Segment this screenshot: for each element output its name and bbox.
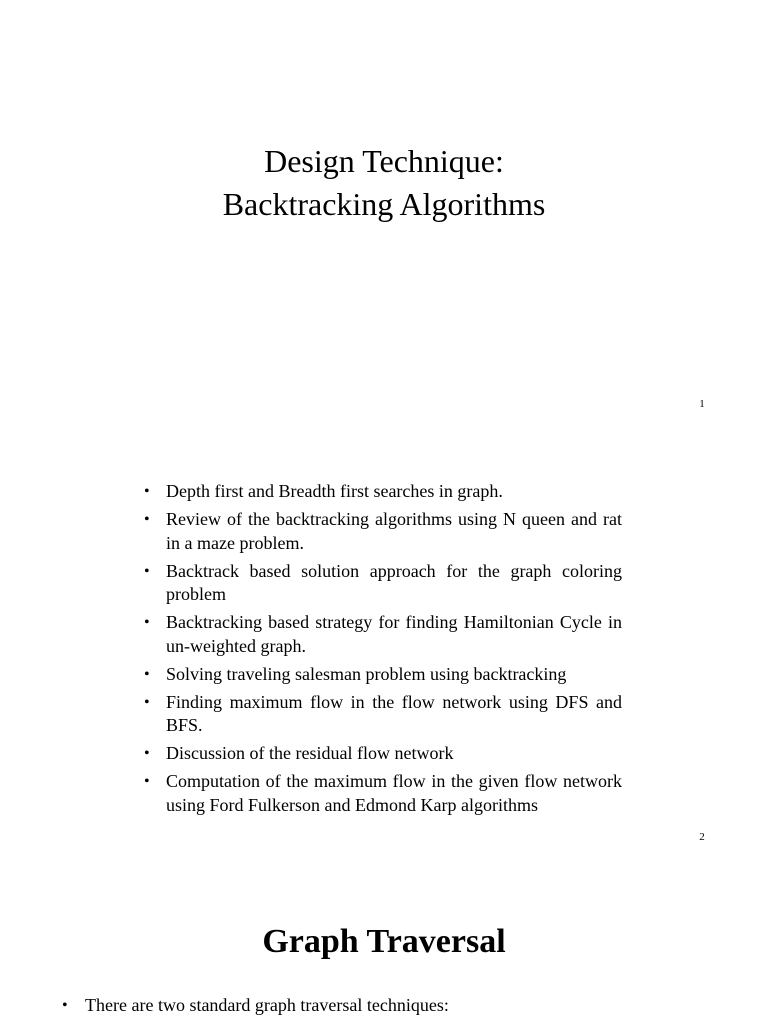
intro-item-text: There are two standard graph traversal techniques:: [85, 995, 449, 1015]
topic-item-text: Review of the backtracking algorithms using N queen and rat in a maze problem.: [166, 509, 622, 553]
topic-item: [140, 560, 622, 607]
bullet-icon: •: [144, 511, 150, 528]
topic-item: [140, 480, 622, 504]
page-number-2: 2: [699, 831, 705, 843]
slide-3-title: Graph Traversal: [262, 923, 506, 960]
bullet-icon: •: [144, 693, 150, 711]
topic-item: [140, 663, 622, 687]
topic-item-text: Depth first and Breadth first searches in graph.: [166, 481, 503, 501]
topic-item: [140, 508, 622, 555]
topic-item: [140, 691, 622, 738]
topic-item-text: Computation of the maximum flow in the given flow network using Ford Fulkerson and Edmond Karp algorithms: [166, 771, 622, 815]
slide-1-title-line-2: Backtracking Algorithms: [222, 186, 546, 222]
bullet-icon: •: [144, 665, 150, 683]
bullet-icon: •: [144, 745, 150, 762]
topic-list: [140, 480, 622, 822]
intro-item: [58, 994, 718, 1017]
topic-item-text: Backtrack based solution approach for the graph coloring problem: [166, 560, 622, 604]
topic-item: [140, 770, 622, 817]
slide-1-title-line-1: Design Technique:: [264, 143, 504, 179]
topic-item: [140, 611, 622, 658]
topic-item-text: Backtracking based strategy for finding Hamiltonian Cycle in un-weighted graph.: [166, 612, 622, 656]
topic-item-text: Solving traveling salesman problem using backtracking: [166, 663, 567, 684]
bullet-icon: •: [144, 562, 150, 580]
topic-item: [140, 742, 622, 766]
bullet-icon: •: [144, 773, 150, 790]
topic-item-text: Finding maximum flow in the flow network using DFS and BFS.: [166, 691, 622, 735]
slide-1-title: [0, 140, 768, 226]
topic-item-text: Discussion of the residual flow network: [166, 743, 454, 763]
intro-list: [58, 994, 718, 1017]
bullet-icon: •: [62, 997, 68, 1014]
bullet-icon: •: [144, 614, 150, 631]
bullet-icon: •: [144, 483, 150, 500]
page-number-1: 1: [699, 398, 705, 410]
